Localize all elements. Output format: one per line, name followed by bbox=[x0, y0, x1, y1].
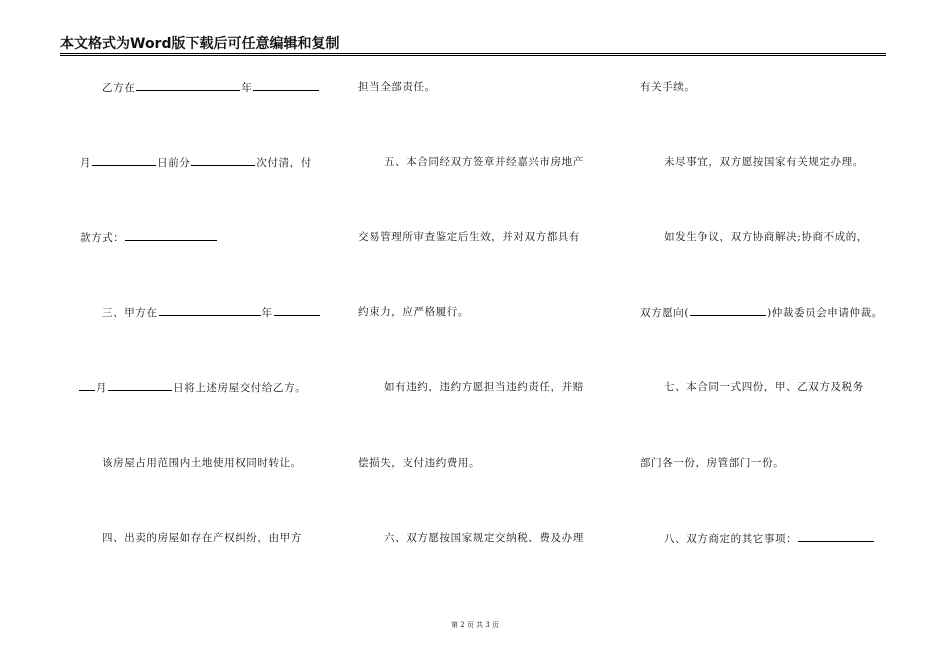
text-segment: 约束力，应严格履行。 bbox=[358, 306, 469, 318]
fill-in-blank bbox=[159, 305, 261, 316]
text-line bbox=[80, 155, 312, 170]
text-line bbox=[358, 230, 580, 244]
text-segment: 担当全部责任。 bbox=[358, 81, 436, 93]
fill-in-blank bbox=[253, 80, 319, 91]
header-divider bbox=[60, 53, 886, 56]
text-line bbox=[664, 380, 864, 394]
text-segment: 年 bbox=[261, 307, 273, 319]
text-segment: 如有违约，违约方愿担当违约责任，并赔 bbox=[384, 381, 584, 393]
text-line bbox=[384, 531, 584, 545]
text-line bbox=[640, 80, 696, 94]
text-line bbox=[640, 305, 883, 320]
text-line bbox=[102, 305, 321, 320]
text-segment: 五、本合同经双方签章并经嘉兴市房地产 bbox=[384, 156, 584, 168]
text-segment: 六、双方愿按国家规定交纳税、费及办理 bbox=[384, 532, 584, 544]
text-line bbox=[384, 380, 584, 394]
text-segment: 三、甲方在 bbox=[102, 307, 158, 319]
text-segment: 次付清，付 bbox=[256, 157, 312, 169]
text-segment: )仲裁委员会申请仲裁。 bbox=[767, 307, 883, 319]
fill-in-blank bbox=[79, 380, 95, 391]
text-segment: 该房屋占用范围内土地使用权同时转让。 bbox=[102, 457, 302, 469]
text-line bbox=[664, 531, 875, 546]
fill-in-blank bbox=[136, 80, 240, 91]
text-segment: 部门各一份，房管部门一份。 bbox=[640, 457, 785, 469]
text-line bbox=[358, 80, 436, 94]
text-line bbox=[102, 80, 320, 95]
text-line bbox=[640, 456, 784, 470]
text-line bbox=[80, 230, 218, 245]
text-line bbox=[78, 380, 306, 395]
text-segment: 如发生争议，双方协商解决;协商不成的， bbox=[664, 231, 868, 243]
text-segment: 双方愿向( bbox=[640, 307, 690, 319]
text-line bbox=[384, 155, 584, 169]
text-segment: 未尽事宜，双方愿按国家有关规定办理。 bbox=[664, 156, 864, 168]
text-segment: 交易管理所审查鉴定后生效，并对双方都具有 bbox=[358, 231, 580, 243]
text-line bbox=[664, 155, 864, 169]
text-segment: 日将上述房屋交付给乙方。 bbox=[173, 382, 307, 394]
text-segment: 有关手续。 bbox=[640, 81, 696, 93]
page-number-footer: 第 2 页 共 3 页 bbox=[450, 621, 500, 629]
text-segment: 日前分 bbox=[157, 157, 191, 169]
document-header-title: 本文格式为Word版下载后可任意编辑和复制 bbox=[60, 36, 340, 52]
fill-in-blank bbox=[191, 155, 255, 166]
text-line bbox=[102, 456, 302, 470]
text-segment: 款方式： bbox=[80, 232, 125, 244]
text-line bbox=[664, 230, 868, 244]
text-segment: 四、出卖的房屋如存在产权纠纷，由甲方 bbox=[102, 532, 302, 544]
text-segment: 月 bbox=[80, 157, 92, 169]
text-line bbox=[358, 305, 469, 319]
text-segment: 七、本合同一式四份，甲、乙双方及税务 bbox=[664, 381, 864, 393]
text-segment: 乙方在 bbox=[102, 82, 136, 94]
text-line bbox=[102, 531, 302, 545]
text-line bbox=[358, 456, 480, 470]
fill-in-blank bbox=[798, 531, 874, 542]
fill-in-blank bbox=[274, 305, 320, 316]
text-segment: 月 bbox=[96, 382, 108, 394]
text-segment: 八、双方商定的其它事项： bbox=[664, 533, 798, 545]
text-segment: 年 bbox=[241, 82, 253, 94]
fill-in-blank bbox=[108, 380, 172, 391]
fill-in-blank bbox=[125, 230, 217, 241]
fill-in-blank bbox=[92, 155, 156, 166]
text-segment: 偿损失，支付违约费用。 bbox=[358, 457, 481, 469]
fill-in-blank bbox=[690, 305, 766, 316]
